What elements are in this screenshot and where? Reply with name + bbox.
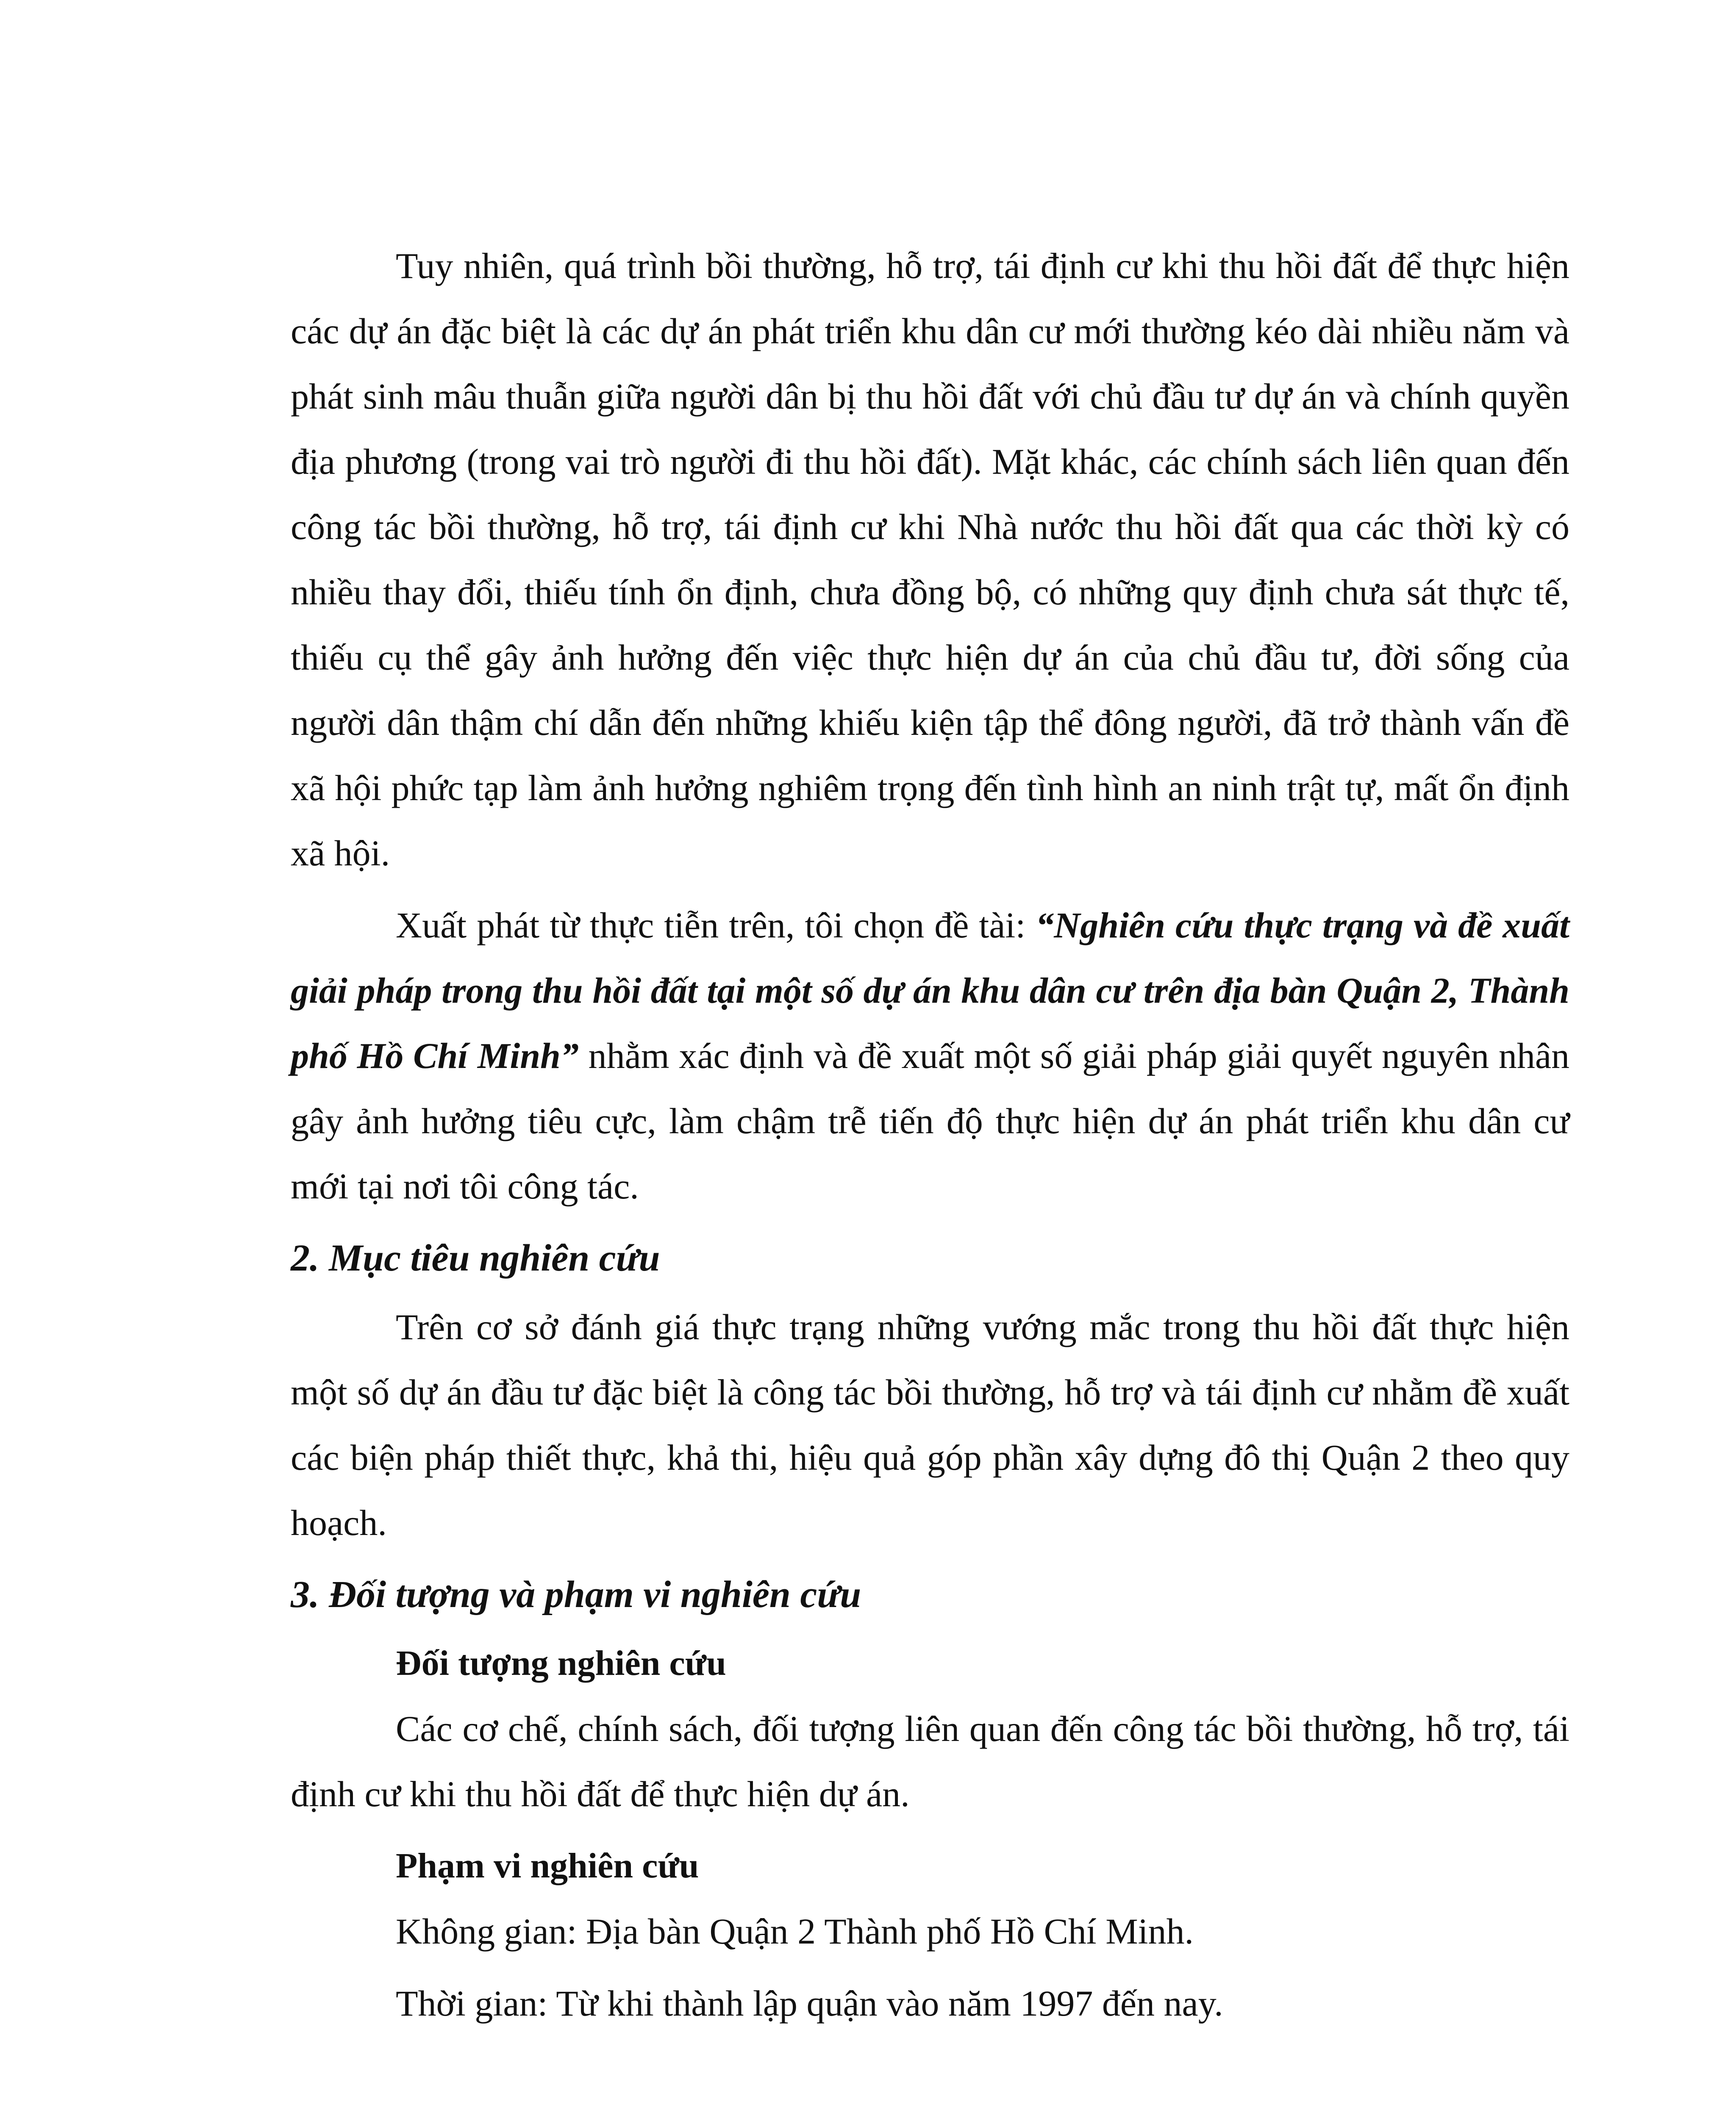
scope-time-line: Thời gian: Từ khi thành lập quận vào năm 1997 đến nay. [396, 1983, 1223, 2024]
intro-paragraph-2 [291, 893, 1569, 1219]
page-content [291, 233, 1569, 2043]
intro-paragraph-2-lead: Xuất phát từ thực tiễn trên, tôi chọn đề tài: [396, 905, 1036, 945]
intro-paragraph-1: Tuy nhiên, quá trình bồi thường, hỗ trợ, tái định cư khi thu hồi đất để thực hiện các dự án đặc biệt là các dự án phát triển khu dân cư mới thường kéo dài nhiều năm và phát sinh mâu thuẫn giữa người dân bị thu hồi đất với chủ đầu tư dự án và chính quyền địa phương (trong vai trò người đi thu hồi đất). Mặt khác, các chính sách liên quan đến công tác bồi thường, hỗ trợ, tái định cư khi Nhà nước thu hồi đất qua các thời kỳ có nhiều thay đổi, thiếu tính ổn định, chưa đồng bộ, có những quy định chưa sát thực tế, thiếu cụ thể gây ảnh hưởng đến việc thực hiện dự án của chủ đầu tư, đời sống của người dân thậm chí dẫn đến những khiếu kiện tập thể đông người, đã trở thành vấn đề xã hội phức tạp làm ảnh hưởng nghiêm trọng đến tình hình an ninh trật tự, mất ổn định xã hội. [291, 245, 1569, 873]
section-3-heading: 3. Đối tượng và phạm vi nghiên cứu [291, 1574, 861, 1616]
section-2-heading: 2. Mục tiêu nghiên cứu [291, 1237, 660, 1279]
section-2-paragraph: Trên cơ sở đánh giá thực trạng những vướng mắc trong thu hồi đất thực hiện một số dự án đầu tư đặc biệt là công tác bồi thường, hỗ trợ và tái định cư nhằm đề xuất các biện pháp thiết thực, khả thi, hiệu quả góp phần xây dựng đô thị Quận 2 theo quy hoạch. [291, 1307, 1569, 1543]
subject-paragraph: Các cơ chế, chính sách, đối tượng liên quan đến công tác bồi thường, hỗ trợ, tái định cư khi thu hồi đất để thực hiện dự án. [291, 1708, 1569, 1814]
scope-space-line: Không gian: Địa bàn Quận 2 Thành phố Hồ Chí Minh. [396, 1911, 1194, 1952]
intro-paragraph-2-tail: nhằm xác định và đề xuất một số giải pháp giải quyết nguyên nhân gây ảnh hưởng tiêu cực, làm chậm trễ tiến độ thực hiện dự án phát triển khu dân cư mới tại nơi tôi công tác. [291, 1035, 1569, 1207]
thesis-title: “Nghiên cứu thực trạng và đề xuất giải pháp trong thu hồi đất tại một số dự án khu dân cư trên địa bàn Quận 2, Thành phố Hồ Chí Minh” [291, 905, 1569, 1076]
scope-heading: Phạm vi nghiên cứu [396, 1846, 699, 1885]
subject-heading: Đối tượng nghiên cứu [396, 1643, 726, 1683]
